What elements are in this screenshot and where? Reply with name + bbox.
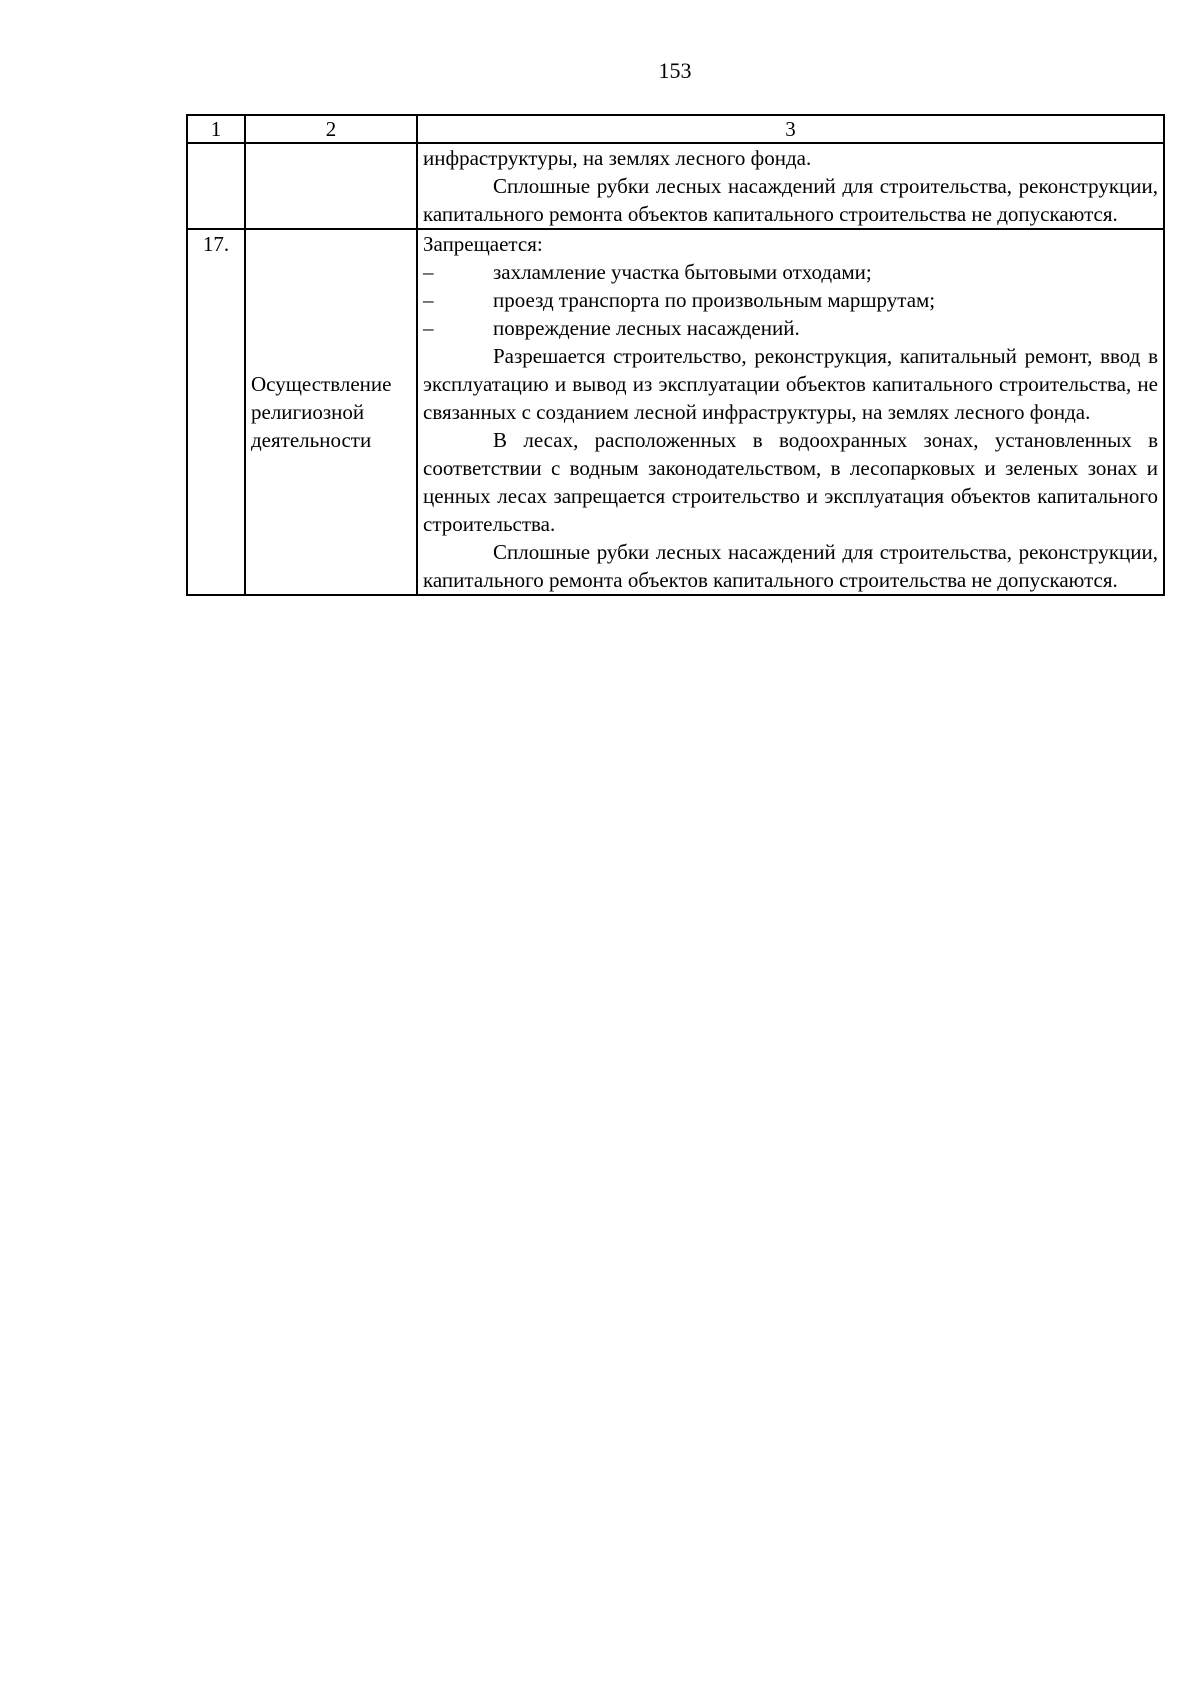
regulation-text-cell [417,229,1164,595]
prohibition-text: повреждение лесных насаждений. [493,316,800,340]
prohibition-list-item [423,314,1158,342]
table-header-row [187,115,1164,143]
row-number-cell: 17. [187,229,245,595]
page-number: 153 [658,58,692,83]
prohibition-intro: Запрещается: [423,232,543,256]
column-header-3: 3 [417,115,1164,143]
prohibition-list-item [423,258,1158,286]
regulation-text-cell [417,143,1164,229]
regulation-paragraph: В лесах, расположенных в водоохранных зонах, установленных в соответствии с водным законодательством, в лесопарковых и зеленых зонах и ценных лесах запрещается строительство и эксплуатация объектов капитального строительства. [423,428,1158,536]
activity-name-cell: Осуществление религиозной деятельности [245,229,417,595]
dash-marker: – [423,316,434,340]
regulation-paragraph: инфраструктуры, на землях лесного фонда. [423,146,812,170]
column-header-2: 2 [245,115,417,143]
prohibition-text: проезд транспорта по произвольным маршрутам; [493,288,936,312]
table-row [187,143,1164,229]
row-number-cell [187,143,245,229]
column-header-1: 1 [187,115,245,143]
prohibition-text: захламление участка бытовыми отходами; [493,260,872,284]
prohibition-list-item [423,286,1158,314]
regulation-paragraph: Разрешается строительство, реконструкция, капитальный ремонт, ввод в эксплуатацию и вывод из эксплуатации объектов капитального строительства, не связанных с созданием лесной инфраструктуры, на землях лесного фонда. [423,344,1158,424]
table-row [187,229,1164,595]
regulation-paragraph: Сплошные рубки лесных насаждений для строительства, реконструкции, капитального ремонта объектов капитального строительства не допускаются. [423,174,1158,226]
regulations-table [186,114,1165,596]
dash-marker: – [423,288,434,312]
activity-name-cell [245,143,417,229]
dash-marker: – [423,260,434,284]
regulation-paragraph: Сплошные рубки лесных насаждений для строительства, реконструкции, капитального ремонта объектов капитального строительства не допускаются. [423,540,1158,592]
